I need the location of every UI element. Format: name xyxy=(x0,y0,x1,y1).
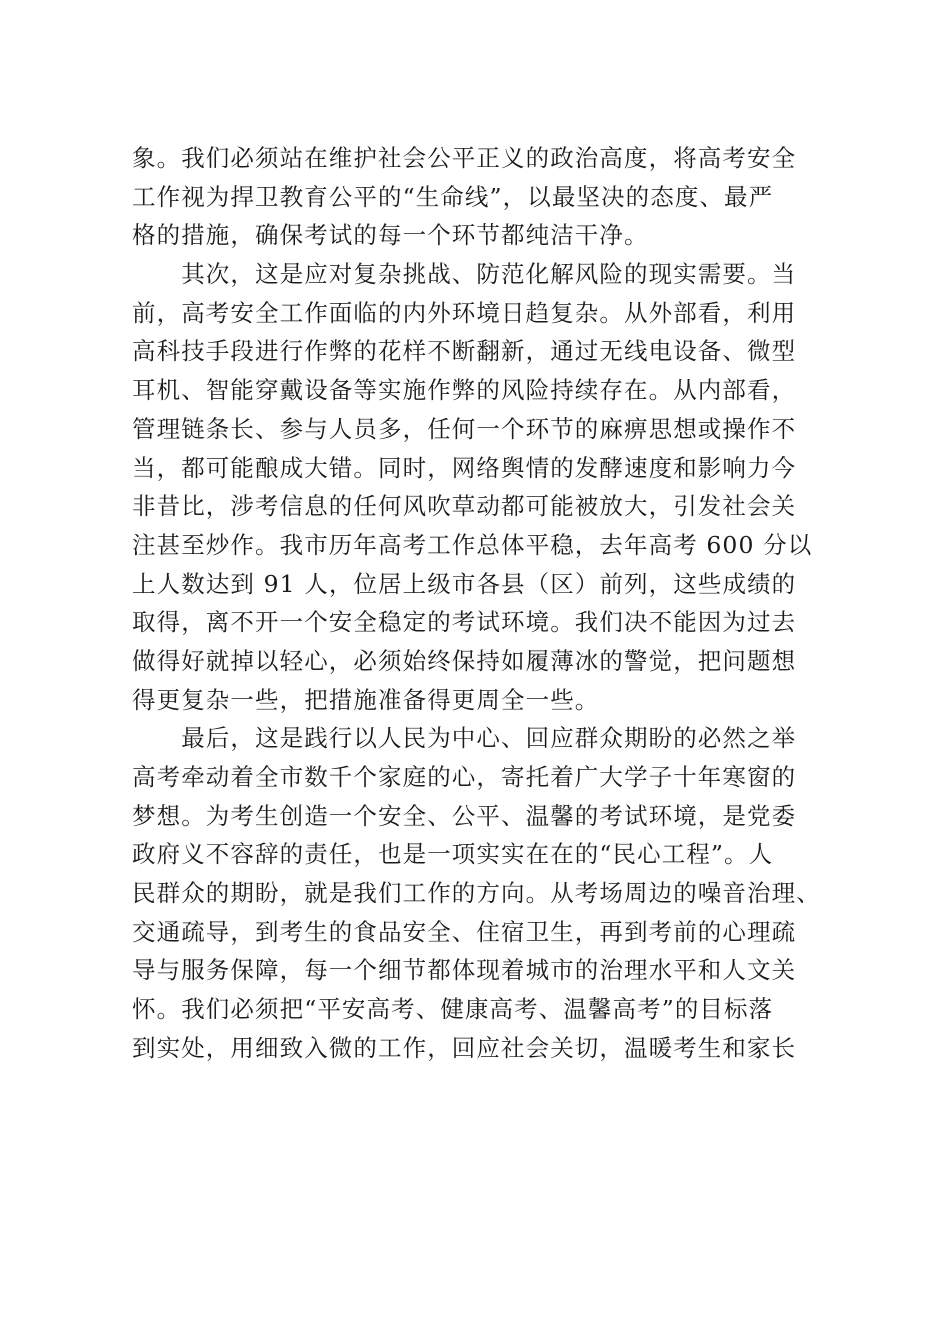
text-line: 梦想。为考生创造一个安全、公平、温馨的考试环境，是党委 xyxy=(132,801,797,830)
text-line: 工作视为捍卫教育公平的“生命线”，以最坚决的态度、最严 xyxy=(132,182,774,211)
text-line: 高科技手段进行作弊的花样不断翻新，通过无线电设备、微型 xyxy=(132,337,797,366)
text-line: 最后，这是践行以人民为中心、回应群众期盼的必然之举 xyxy=(132,724,797,753)
text-line: 做得好就掉以轻心，必须始终保持如履薄冰的警觉，把问题想 xyxy=(132,646,797,675)
text-line: 当，都可能酿成大错。同时，网络舆情的发酵速度和影响力今 xyxy=(132,453,797,482)
text-line: 其次，这是应对复杂挑战、防范化解风险的现实需要。当 xyxy=(132,260,797,289)
text-line: 上人数达到 91 人，位居上级市各县（区）前列，这些成绩的 xyxy=(132,569,797,598)
text-line: 取得，离不开一个安全稳定的考试环境。我们决不能因为过去 xyxy=(132,608,797,637)
text-line: 民群众的期盼，就是我们工作的方向。从考场周边的噪音治理、 xyxy=(132,879,821,908)
text-line: 政府义不容辞的责任，也是一项实实在在的“民心工程”。人 xyxy=(132,840,774,869)
text-line: 非昔比，涉考信息的任何风吹草动都可能被放大，引发社会关 xyxy=(132,492,797,521)
text-line: 象。我们必须站在维护社会公平正义的政治高度，将高考安全 xyxy=(132,144,797,172)
text-line: 到实处，用细致入微的工作，回应社会关切，温暖考生和家长 xyxy=(132,1033,797,1062)
text-line: 得更复杂一些，把措施准备得更周全一些。 xyxy=(132,685,600,714)
document-body xyxy=(132,139,832,1068)
text-line: 怀。我们必须把“平安高考、健康高考、温馨高考”的目标落 xyxy=(132,995,774,1024)
text-line: 耳机、智能穿戴设备等实施作弊的风险持续存在。从内部看， xyxy=(132,376,797,405)
text-line: 前，高考安全工作面临的内外环境日趋复杂。从外部看，利用 xyxy=(132,298,797,327)
text-line: 注甚至炒作。我市历年高考工作总体平稳，去年高考 600 分以 xyxy=(132,530,813,559)
text-line: 交通疏导，到考生的食品安全、住宿卫生，再到考前的心理疏 xyxy=(132,917,797,946)
text-line: 格的措施，确保考试的每一个环节都纯洁干净。 xyxy=(132,221,649,250)
text-line: 导与服务保障，每一个细节都体现着城市的治理水平和人文关 xyxy=(132,956,797,985)
text-line: 高考牵动着全市数千个家庭的心，寄托着广大学子十年寒窗的 xyxy=(132,763,797,791)
text-line: 管理链条长、参与人员多，任何一个环节的麻痹思想或操作不 xyxy=(132,414,797,443)
